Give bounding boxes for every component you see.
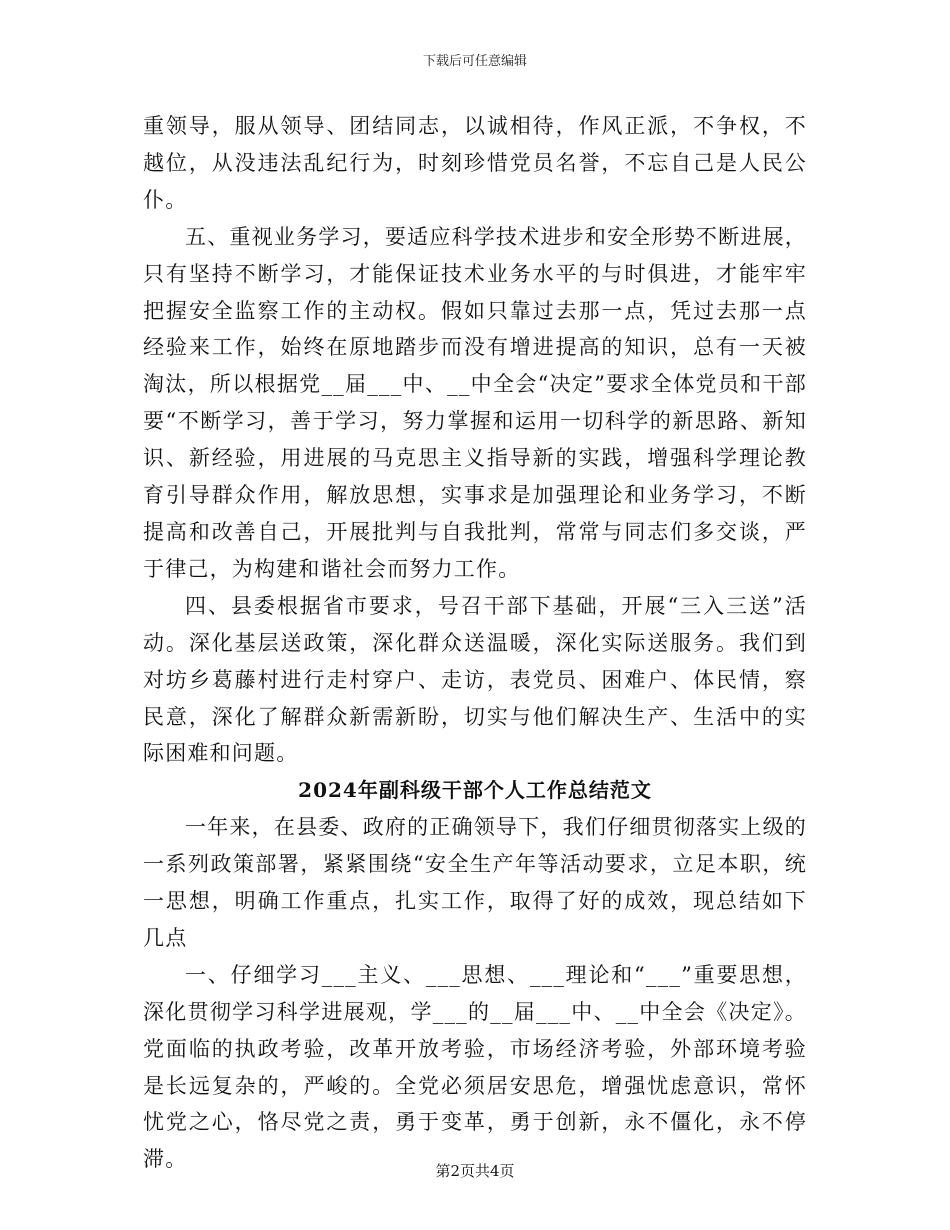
document-body — [143, 108, 807, 1178]
paragraph-summary-intro: 一年来，在县委、政府的正确领导下，我们仔细贯彻落实上级的一系列政策部署，紧紧围绕“安全生产年等活动要求，立足本职，统一思想，明确工作重点，扎实工作，取得了好的成效，现总结如下几点 — [143, 815, 807, 950]
paragraph-business-study: 五、重视业务学习，要适应科学技术进步和安全形势不断进展，只有坚持不断学习，才能保证技术业务水平的与时俱进，才能牢牢把握安全监察工作的主动权。假如只靠过去那一点，凭过去那一点经验来工作，始终在原地踏步而没有增进提高的知识，总有一天被淘汰，所以根据党__届___中、__中全会“决定”要求全体党员和干部要“不断学习，善于学习，努力掌握和运用一切科学的新思路、新知识、新经验，用进展的马克思主义指导新的实践，增强科学理论教育引导群众作用，解放思想，实事求是加强理论和业务学习，不断提高和改善自己，开展批判与自我批判，常常与同志们多交谈，严于律己，为构建和谐社会而努力工作。 — [143, 224, 807, 581]
page-footer: 第2页共4页 — [435, 1162, 515, 1180]
paragraph-theory-study: 一、仔细学习___主义、___思想、___理论和“___”重要思想，深化贯彻学习科学进展观，学___的__届___中、__中全会《决定》。党面临的执政考验，改革开放考验，市场经济考验，外部环境考验是长远复杂的，严峻的。全党必须居安思危，增强忧虑意识，常怀忧党之心，恪尽党之责，勇于变革，勇于创新，永不僵化，永不停滞。 — [143, 962, 807, 1172]
paragraph-continuation: 重领导，服从领导、团结同志，以诚相待，作风正派，不争权，不越位，从没违法乱纪行为，时刻珍惜党员名誉，不忘自己是人民公仆。 — [143, 114, 807, 212]
section-title: 2024年副科级干部个人工作总结范文 — [298, 778, 652, 803]
page-header: 下载后可任意编辑 — [422, 54, 527, 69]
paragraph-grassroots-activity: 四、县委根据省市要求，号召干部下基础，开展“三入三送”活动。深化基层送政策，深化群众送温暖，深化实际送服务。我们到对坊乡葛藤村进行走村穿户、走访，表党员、困难户、体民情，察民意，深化了解群众新需新盼，切实与他们解决生产、生活中的实际困难和问题。 — [143, 593, 807, 766]
